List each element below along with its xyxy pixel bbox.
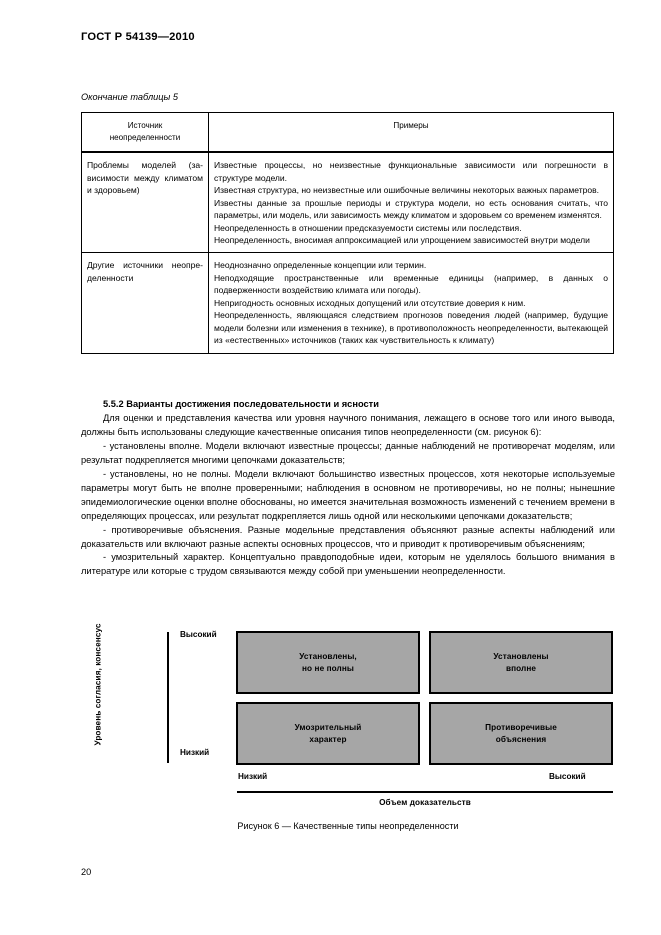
x-axis-title: Объем доказательств xyxy=(379,798,471,807)
quadrant-top-left xyxy=(236,631,420,694)
y-axis-label-low: Низкий xyxy=(180,748,210,757)
table-5 xyxy=(81,112,614,354)
example-item: Известные процессы, но неизвестные функциональные зависимости или погрешности в структуре модели. xyxy=(214,160,608,183)
quadrant-bottom-right xyxy=(429,702,613,765)
example-item: Неопределенность, являющаяся следствием прогнозов поведения людей (например, будущие модели болезни или изменения в технике), в противоположность неопределенности, вытекающей из «естественных» источников (таких как чувствительность к климату) xyxy=(214,310,608,345)
quadrant-bottom-right-line1: Противоречивые xyxy=(485,723,557,733)
column-header-source xyxy=(82,113,209,153)
quadrant-bottom-left-line2: характер xyxy=(309,734,347,744)
section-list-item: - противоречивые объяснения. Разные модельные представления объясняют разные аспекты наблюдений или доказательств или включают разные аспекты основных процессов, что и приводит к противоречивым объяснениям; xyxy=(81,524,615,549)
quadrant-matrix xyxy=(236,631,613,765)
quadrant-top-left-label xyxy=(299,651,357,674)
table-row xyxy=(82,152,614,252)
quadrant-top-right-label xyxy=(493,651,548,674)
quadrant-top-right xyxy=(429,631,613,694)
section-heading: 5.5.2 Варианты достижения последовательности и ясности xyxy=(103,399,379,409)
quadrant-bottom-left xyxy=(236,702,420,765)
page-number: 20 xyxy=(81,867,92,877)
cell-source: Проблемы моделей (зависимости между климатом и здоровьем) xyxy=(82,152,209,252)
cell-source: Другие источники неопределенности xyxy=(82,253,209,354)
example-item: Известны данные за прошлые периоды и структура модели, но есть основания считать, что параметры, или модель, или зависимость между климатом и здоровьем со временем изменятся. xyxy=(214,197,608,221)
x-axis-line xyxy=(237,791,613,793)
x-axis-label-high: Высокий xyxy=(549,772,586,781)
table-body xyxy=(82,152,614,353)
cell-examples xyxy=(209,152,614,252)
column-header-examples: Примеры xyxy=(209,113,614,153)
cell-examples xyxy=(209,253,614,354)
example-item: Известная структура, но неизвестные или ошибочные величины некоторых важных параметров. xyxy=(214,185,600,196)
table-head xyxy=(82,113,614,153)
table-continuation-label: Окончание таблицы 5 xyxy=(81,92,178,102)
standard-number: ГОСТ Р 54139—2010 xyxy=(81,31,195,43)
example-item: Неопределенность в отношении предсказуемости системы или последствия. xyxy=(214,222,522,233)
column-header-source-line2: неопределенности xyxy=(109,132,181,142)
y-axis-label-high: Высокий xyxy=(180,630,217,639)
table-row xyxy=(82,253,614,354)
table-5-container xyxy=(81,112,614,354)
figure-caption: Рисунок 6 — Качественные типы неопределенности xyxy=(237,821,459,831)
x-axis-label-low: Низкий xyxy=(238,772,268,781)
figure-6-diagram xyxy=(81,623,615,807)
quadrant-top-right-line1: Установлены xyxy=(493,652,549,662)
y-axis-title: Уровень согласия, консенсус xyxy=(93,623,103,746)
example-item: Неоднозначно определенные концепции или термин. xyxy=(214,260,427,271)
quadrant-top-left-line2: но не полны xyxy=(302,663,354,673)
quadrant-bottom-left-line1: Умозрительный xyxy=(294,723,362,733)
quadrant-bottom-left-label xyxy=(295,722,362,745)
section-list-item: - умозрительный характер. Концептуально правдоподобные идеи, которым не уделялось большого внимания в литературе или которые с трудом связываются между собой при уменьшении неопределенности. xyxy=(81,552,615,577)
quadrant-bottom-right-line2: объяснения xyxy=(495,734,547,744)
quadrant-top-right-line2: вполне xyxy=(505,663,537,673)
example-item: Неопределенность, вносимая аппроксимацией или упрощением зависимостей внутри модели xyxy=(214,235,590,245)
example-item: Неподходящие пространственные или временные единицы (например, в данных о подверженности воздействию климата или погоды). xyxy=(214,272,608,296)
section-list-item: - установлены, но не полны. Модели включают большинство известных процессов, хотя некоторые используемые параметры могут быть не вполне проверенными; наблюдения в основном не противоречивы, но не полны; нынешние эпидемиологические оценки вполне обоснованы, но имеется значительная возможность изменений с течением времени в определяющих процессах, или результат подкрепляется лишь одной или несколькими цепочками доказательств; xyxy=(81,468,615,521)
example-item: Непригодность основных исходных допущений или отсутствие доверия к ним. xyxy=(214,297,526,308)
quadrant-top-left-line1: Установлены, xyxy=(299,652,357,662)
table-header-row xyxy=(82,113,614,153)
y-axis-line xyxy=(167,632,169,763)
section-5-5-2 xyxy=(81,398,615,579)
section-intro-paragraph: Для оценки и представления качества или уровня научного понимания, лежащего в основе того или иного вывода, должны быть использованы следующие качественные описания типов неопределенности (см. рисунок 6): xyxy=(81,412,615,437)
section-list-item: - установлены вполне. Модели включают известные процессы; данные наблюдений не противоречат моделям, или результат подкрепляется многими цепочками доказательств; xyxy=(81,440,615,465)
column-header-source-line1: Источник xyxy=(127,121,163,130)
figure-6 xyxy=(81,623,615,838)
quadrant-bottom-right-label xyxy=(485,722,557,745)
